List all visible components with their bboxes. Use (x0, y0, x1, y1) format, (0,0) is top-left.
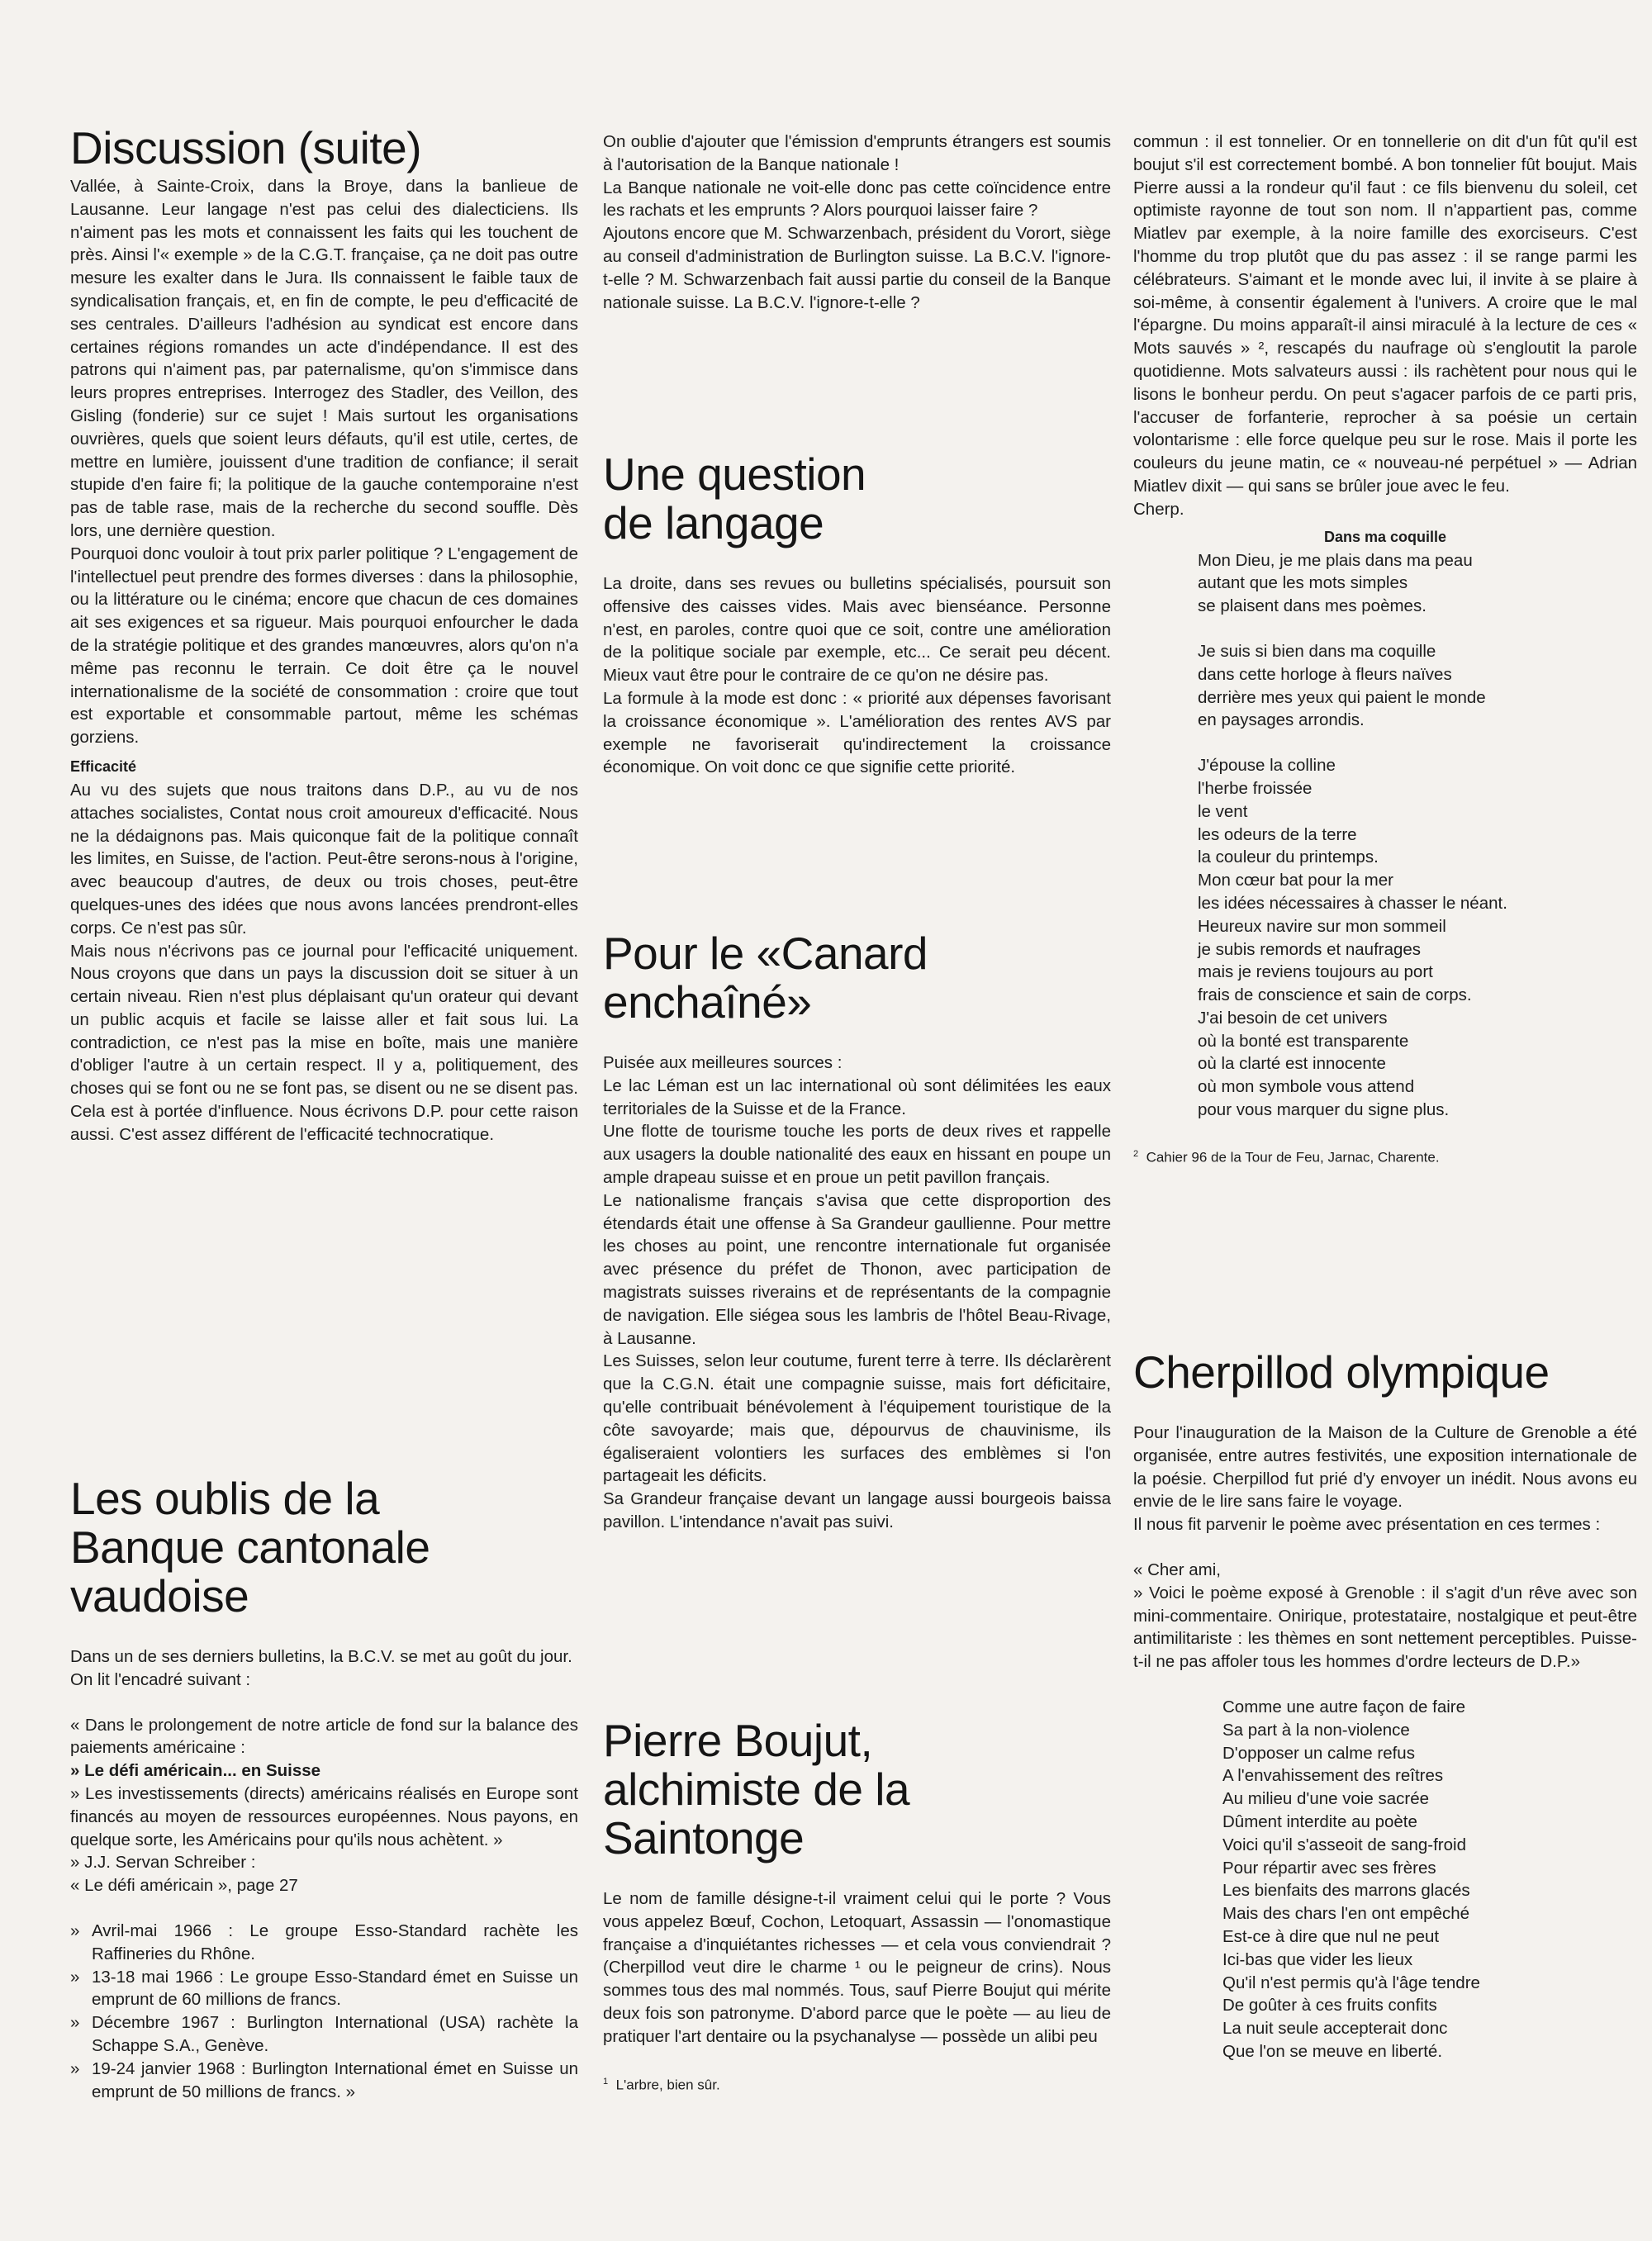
letter-body: » Voici le poème exposé à Grenoble : il s'agit d'un rêve avec son mini-commentaire. Onirique, protestataire, nostalgique et peut-être antimilitariste : les thèmes en sont nettement perceptibles. Puisse-t-il ne pas affoler tous les hommes d'ordre lecteurs de D.P.» (1133, 1583, 1637, 1672)
paragraph: Dans un de ses derniers bulletins, la B.C.V. se met au goût du jour. (70, 1647, 572, 1666)
poem-line: La nuit seule accepterait donc (1222, 2019, 1448, 2039)
poem-line: Voici qu'il s'asseoit de sang-froid (1222, 1835, 1466, 1854)
poem-line: Dûment interdite au poète (1222, 1811, 1417, 1831)
poem-line: D'opposer un calme refus (1222, 1743, 1415, 1763)
paragraph: La formule à la mode est donc : « priorité aux dépenses favorisant la croissance économique ». L'amélioration des rentes AVS par exemple ne favoriserait qu'indirectement la croissance économique. On voit donc ce que signifie cette priorité. (603, 688, 1111, 777)
paragraph: Puisée aux meilleures sources : (603, 1053, 843, 1072)
footnote-text: Cahier 96 de la Tour de Feu, Jarnac, Charente. (1146, 1149, 1440, 1166)
poem-line: je subis remords et naufrages (1198, 939, 1422, 959)
poem-line: le vent (1198, 801, 1248, 821)
poem-line: les idées nécessaires à chasser le néant. (1198, 893, 1507, 913)
paragraph: Le lac Léman est un lac international où sont délimitées les eaux territoriales de la Suisse et de la France. (603, 1075, 1111, 1118)
poem-line: Sa part à la non-violence (1222, 1720, 1410, 1740)
article-olympique (1133, 1348, 1637, 2063)
paragraph: Le nom de famille désigne-t-il vraiment celui qui le porte ? Vous vous appelez Bœuf, Cochon, Letoquart, Assassin — l'onomastique française a d'inquiétantes richesses — et cela vous conviendrait ? (Cherpillod veut dire le charme ¹ ou le peigneur de crins). Nous sommes tous des mal nommés. Tous, sauf Pierre Boujut qui mérite deux fois son patronyme. D'abord parce que le poète — au lieu de pratiquer l'art dentaire ou la psychanalyse — possède un alibi peu (603, 1889, 1111, 2046)
quote-heading: » Le défi américain... en Suisse (70, 1761, 321, 1781)
poem-olympique (1133, 1696, 1637, 2063)
paragraph: Mais nous n'écrivons pas ce journal pour l'efficacité uniquement. Nous croyons que dans un pays la discussion doit se situer à un certain niveau. Rien n'est plus déplaisant qu'un orateur qui devant un public acquis et facile se laisse aller et fait sous lui. La contradiction, ce n'est pas la mise en boîte, mais une manière d'obliger l'autre à un certain respect. Il y a, politiquement, des choses qui se font ou ne se font pas, se disent ou ne se disent pas. Cela est à portée d'influence. Nous écrivons D.P. pour cette raison aussi. C'est assez différent de l'efficacité technocratique. (70, 941, 578, 1144)
article-langage (603, 450, 1111, 779)
article-discussion (70, 124, 578, 1147)
poem-line: derrière mes yeux qui paient le monde (1198, 687, 1486, 707)
poem-stanza (1198, 754, 1637, 1122)
article-boujut (603, 1716, 1111, 2095)
poem-line: Que l'on se meuve en liberté. (1222, 2041, 1443, 2061)
poem-line: mais je reviens toujours au port (1198, 962, 1433, 982)
bcv-event-list (70, 1920, 578, 2103)
poem-line: Pour répartir avec ses frères (1222, 1858, 1436, 1878)
footnote-mark: 2 (1133, 1148, 1139, 1159)
paragraph: Sa Grandeur française devant un langage aussi bourgeois baissa pavillon. L'intendance n'avait pas suivi. (603, 1489, 1111, 1531)
paragraph: Le nationalisme français s'avisa que cette disproportion des étendards était une offense à Sa Grandeur gaullienne. Pour mettre les choses au point, une rencontre internationale fut organisée avec présence du préfet de Thonon, avec participation de magistrats suisses riverains et de représentants de la compagnie de navigation. Elle siégea sous les lambris de l'hôtel Beau-Rivage, à Lausanne. (603, 1190, 1111, 1348)
poem-stanza (1198, 640, 1637, 732)
subheading-efficacite: Efficacité (70, 757, 137, 775)
poem-stanza (1198, 549, 1637, 618)
paragraph: La droite, dans ses revues ou bulletins spécialisés, poursuit son offensive des caisses vides. Mais avec bienséance. Personne n'est, en paroles, contre quoi que ce soit, contre une amélioration de la politique sociale par exemple, etc... Ce serait peu décent. Mieux vaut être pour le contraire de ce qu'on ne désire pas. (603, 574, 1111, 686)
poem-line: autant que les mots simples (1198, 573, 1408, 593)
poem-line: où la clarté est innocente (1198, 1054, 1386, 1074)
article-body-discussion (70, 175, 578, 1147)
article-boujut-continued (1133, 131, 1637, 1168)
paragraph: Les Suisses, selon leur coutume, furent terre à terre. Ils déclarèrent que la C.G.N. était une compagnie suisse, mais fort déficitaire, qu'elle contribuait bénévolement à l'équipement touristique de la côte savoyarde; mais que, dépourvus de chauvinisme, ils égaliseraient volontiers les surfaces des emblèmes si l'on partageait les déficits. (603, 1351, 1111, 1486)
article-body-bcv (70, 1645, 578, 2103)
footnote (1133, 1144, 1637, 1168)
poem-line: Mon Dieu, je me plais dans ma peau (1198, 550, 1473, 570)
list-item: » Avril-mai 1966 : Le groupe Esso-Standard rachète les Raffineries du Rhône. (70, 1920, 578, 1966)
poem-line: dans cette horloge à fleurs naïves (1198, 664, 1452, 684)
paragraph: La Banque nationale ne voit-elle donc pas cette coïncidence entre les rachats et les emprunts ? Alors pourquoi laisser faire ? (603, 178, 1111, 221)
paragraph: Pour l'inauguration de la Maison de la Culture de Grenoble a été organisée, entre autres festivités, une exposition internationale de la poésie. Cherpillod fut prié d'y envoyer un inédit. Nous avons eu envie de le lire sans faire le voyage. (1133, 1423, 1637, 1512)
poem-line: la couleur du printemps. (1198, 847, 1379, 867)
paragraph: Il nous fit parvenir le poème avec présentation en ces termes : (1133, 1515, 1601, 1535)
article-title-bcv: Les oublis de la Banque cantonale vaudoise (70, 1473, 430, 1621)
paragraph: Une flotte de tourisme touche les ports de deux rives et rappelle aux usagers la double nationalité des eaux en hissant en poupe un ample drapeau suisse et en proue un petit pavillon français. (603, 1122, 1111, 1187)
poem-line: Au milieu d'une voie sacrée (1222, 1789, 1430, 1809)
poem-line: Qu'il n'est permis qu'à l'âge tendre (1222, 1973, 1480, 1992)
poem-line: Est-ce à dire que nul ne peut (1222, 1926, 1440, 1946)
poem-line: les odeurs de la terre (1198, 824, 1357, 844)
poem-line: frais de conscience et sain de corps. (1198, 985, 1472, 1005)
article-bcv (70, 1474, 578, 2103)
poem-line: J'épouse la colline (1198, 756, 1336, 776)
list-item: » 19-24 janvier 1968 : Burlington International émet en Suisse un emprunt de 50 millions de francs. » (70, 2058, 578, 2104)
article-body-canard (603, 1052, 1111, 1534)
article-body-olympique (1133, 1422, 1637, 2063)
paragraph: Vallée, à Sainte-Croix, dans la Broye, dans la banlieue de Lausanne. Leur langage n'est pas celui des dialecticiens. Ils n'aiment pas les mots et connaissent les faits qui les touchent de près. Ainsi l'« exemple » de la C.G.T. française, ça ne doit pas outre mesure les exalter dans le Jura. Ils connaissent le faible taux de syndicalisation français, et, en fin de compte, le peu d'efficacité de ses centrales. D'ailleurs l'adhésion au syndicat est encore dans certaines régions romandes un acte d'indépendance. Il est des patrons qui n'aiment pas, par paternalisme, qu'on s'immisce dans leurs propres entreprises. Interrogez des Stadler, des Veillon, des Gisling (fonderie) sur ce sujet ! Mais surtout les organisations ouvrières, quels que soient leurs défauts, qu'il est utile, certes, de mettre en lumière, jouissent d'une tradition de confiance; il serait stupide d'en faire fi; la politique de la gauche contemporaine n'est pas de table rase, mais de la recherche du second souffle. Dès lors, une dernière question. (70, 177, 578, 540)
poem-line: où la bonté est transparente (1198, 1031, 1409, 1051)
footnote-mark: 1 (603, 2076, 609, 2087)
article-title-olympique: Cherpillod olympique (1133, 1346, 1550, 1398)
poem-line: en paysages arrondis. (1198, 710, 1365, 730)
paragraph: Au vu des sujets que nous traitons dans D.P., au vu de nos attaches socialistes, Contat nous croit amoureux d'efficacité. Nous ne la dédaignons pas. Mais quiconque fait de la politique connaît les limites, en Suisse, de l'action. Peut-être serons-nous à l'origine, avec beaucoup d'autres, de deux ou trois choses, peut-être quelques-unes des idées que nous avons lancées prendront-elles corps. Ce n'est pas sûr. (70, 780, 578, 938)
article-title-boujut: Pierre Boujut, alchimiste de la Saintonge (603, 1715, 910, 1864)
article-body-boujut (603, 1887, 1111, 2095)
poem-line: A l'envahissement des reîtres (1222, 1766, 1444, 1786)
article-title-langage: Une question de langage (603, 449, 866, 548)
poem-line: pour vous marquer du signe plus. (1198, 1100, 1450, 1120)
poem-line: Comme une autre façon de faire (1222, 1697, 1465, 1716)
poem-line: J'ai besoin de cet univers (1198, 1008, 1388, 1028)
paragraph: commun : il est tonnelier. Or en tonnellerie on dit d'un fût qu'il est boujut s'il est correctement bombé. A bon tonnelier fût boujut. Mais Pierre aussi a la rondeur qu'il faut : ce fils bienvenu du soleil, cet optimiste rayonne de tout son nom. Il n'appartient pas, comme Miatlev par exemple, à la noire famille des exorciseurs. C'est l'homme du trop plutôt que du pas assez : il se range parmi les célébrateurs. S'aimant et le monde avec lui, il invite à se plaire à soi-même, à consentir également à l'univers. A croire que le mal l'épargne. Du moins apparaît-il ainsi miraculé à la lecture de ces « Mots sauvés » ², rescapés du naufrage où s'engloutit la parole quotidienne. Mots salvateurs aussi : ils rachètent pour nous qui le lisons le bonheur perdu. On peut s'agacer parfois de ce parti pris, l'accuser de forfanterie, reprocher à sa poésie un certain volontarisme : elle force quelque peu sur le rose. Mais il porte les couleurs du jeune matin, ce « nouveau-né perpétuel » — Adrian Miatlev dixit — qui sans se brûler joue avec le feu. (1133, 132, 1637, 496)
poem-line: Mon cœur bat pour la mer (1198, 871, 1393, 890)
poem-title: Dans ma coquille (1323, 528, 1447, 545)
list-item: » 13-18 mai 1966 : Le groupe Esso-Standard émet en Suisse un emprunt de 60 millions de francs. (70, 1966, 578, 2012)
poem-line: Les bienfaits des marrons glacés (1222, 1881, 1470, 1901)
poem-line: l'herbe froissée (1198, 778, 1313, 798)
article-bcv-continued (603, 131, 1111, 314)
quote-attribution-author: » J.J. Servan Schreiber : (70, 1853, 256, 1873)
paragraph: On lit l'encadré suivant : (70, 1669, 251, 1689)
paragraph: On oublie d'ajouter que l'émission d'emprunts étrangers est soumis à l'autorisation de la Banque nationale ! (603, 132, 1111, 174)
footnote-text: L'arbre, bien sûr. (615, 2077, 720, 2093)
poem-line: où mon symbole vous attend (1198, 1077, 1415, 1097)
article-title-discussion: Discussion (suite) (70, 122, 422, 173)
poem-line: Je suis si bien dans ma coquille (1198, 641, 1436, 661)
article-canard (603, 929, 1111, 1534)
list-item: » Décembre 1967 : Burlington International (USA) rachète la Schappe S.A., Genève. (70, 2011, 578, 2058)
bcv-quote-box (70, 1714, 578, 1897)
paragraph: Ajoutons encore que M. Schwarzenbach, président du Vorort, siège au conseil d'administration de Burlington suisse. La B.C.V. l'ignore-t-elle ? M. Schwarzenbach fait aussi partie du conseil de la Banque nationale suisse. La B.C.V. l'ignore-t-elle ? (603, 224, 1111, 312)
poem-line: Ici-bas que vider les lieux (1222, 1949, 1413, 1969)
article-body-langage (603, 572, 1111, 779)
poem-line: Mais des chars l'en ont empêché (1222, 1904, 1470, 1924)
quote-attribution-source: « Le défi américain », page 27 (70, 1876, 298, 1896)
footnote (603, 2072, 1111, 2096)
letter-salutation: « Cher ami, (1133, 1560, 1221, 1579)
paragraph: Pourquoi donc vouloir à tout prix parler politique ? L'engagement de l'intellectuel peut prendre des formes diverses : dans la philosophie, ou la littérature ou le cinéma; encore que chacun de ces domaines ait ses exigences et sa rigueur. Mais pourquoi enfourcher le dada de la stratégie politique et des grandes manœuvres, alors qu'on n'a même pas reconnu le terrain. Ce doit être ça le nouvel internationalisme de la société de consommation : croire que tout est exportable et consommable partout, même les schémas gorziens. (70, 544, 578, 748)
quote-body: » Les investissements (directs) américains réalisés en Europe sont financés au moyen de ressources européennes. Nous payons, en quelque sorte, les Américains pour qu'ils nous achètent. » (70, 1783, 578, 1849)
poem-dans-ma-coquille (1133, 549, 1637, 1122)
poem-line: Heureux navire sur mon sommeil (1198, 916, 1446, 936)
poem-line: se plaisent dans mes poèmes. (1198, 596, 1427, 616)
signature: Cherp. (1133, 499, 1184, 519)
poem-line: De goûter à ces fruits confits (1222, 1996, 1437, 2015)
quote-intro: « Dans le prolongement de notre article de fond sur la balance des paiements américaine : (70, 1715, 578, 1758)
article-title-canard: Pour le «Canard enchaîné» (603, 928, 928, 1028)
